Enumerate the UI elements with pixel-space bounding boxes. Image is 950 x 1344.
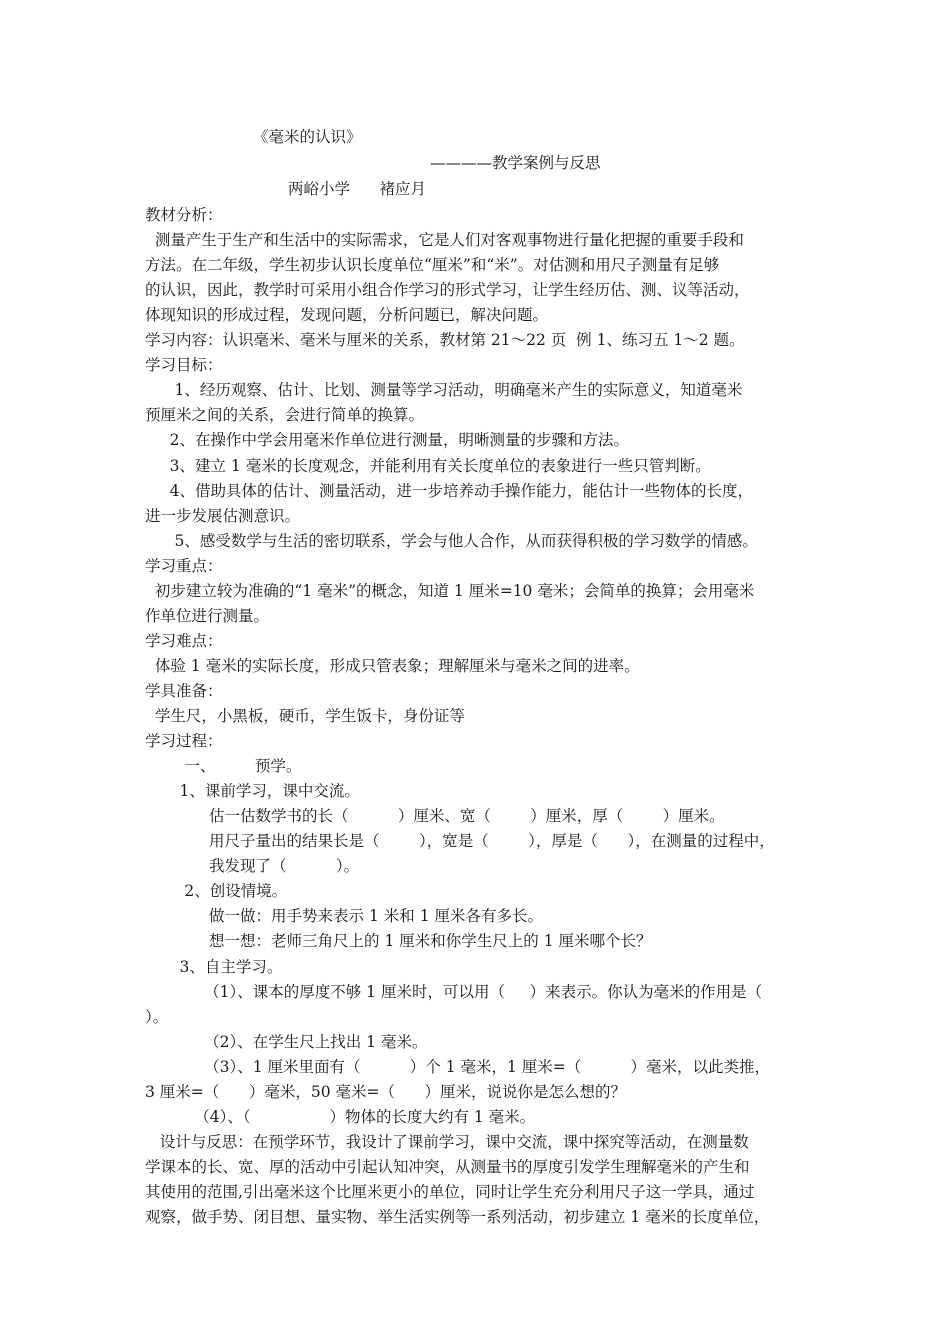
text-line: 学生尺，小黑板，硬币，学生饭卡，身份证等 [145, 707, 465, 725]
text-line: 的认识，因此，教学时可采用小组合作学习的形式学习，让学生经历估、测、议等活动， [145, 281, 750, 300]
text-line: 学习难点： [145, 631, 223, 650]
text-line: 方法。在二年级，学生初步认识长度单位“厘米”和“米”。对估测和用尺子测量有足够 [145, 256, 720, 275]
text-line: （2）、在学生尺上找出 1 毫米。 [145, 1032, 428, 1051]
text-line: 学课本的长、宽、厚的活动中引起认知冲突，从测量书的厚度引发学生理解毫米的产生和 [145, 1157, 750, 1176]
text-line: 学习重点： [145, 556, 223, 575]
text-line: 学习内容：认识毫米、毫米与厘米的关系，教材第 21～22 页 例 1、练习五 1～2 题。 [145, 331, 745, 350]
text-line: 学具准备： [145, 681, 223, 700]
text-line: 2、创设情境。 [145, 882, 288, 901]
text-line: （1）、课本的厚度不够 1 厘米时，可以用（ ）来表示。你认为毫米的作用是（ [145, 982, 763, 1001]
text-line: 我发现了（ ）。 [145, 857, 360, 876]
doc-subtitle: ————教学案例与反思 [430, 154, 601, 172]
text-line: 教材分析： [145, 206, 223, 224]
text-line: 初步建立较为准确的“1 毫米”的概念，知道 1 厘米=10 毫米；会简单的换算；会用毫米 [145, 581, 755, 600]
text-line: 其使用的范围,引出毫米这个比厘米更小的单位，同时让学生充分利用尺子这一学具，通过 [145, 1182, 755, 1201]
text-line: 想一想：老师三角尺上的 1 厘米和你学生尺上的 1 厘米哪个长？ [145, 932, 652, 951]
text-line: 3、建立 1 毫米的长度观念，并能利用有关长度单位的表象进行一些只管判断。 [145, 456, 711, 475]
text-line: 4、借助具体的估计、测量活动，进一步培养动手操作能力，能估计一些物体的长度， [145, 481, 753, 500]
doc-author: 两峪小学 褚应月 [288, 180, 427, 198]
text-line: 3 厘米=（ ）毫米，50 毫米=（ ）厘米，说说你是怎么想的？ [145, 1082, 627, 1101]
text-line: 预厘米之间的关系，会进行简单的换算。 [145, 406, 425, 425]
text-line: （3）、1 厘米里面有（ ）个 1 毫米，1 厘米=（ ）毫米，以此类推， [145, 1057, 771, 1076]
text-line: 2、在操作中学会用毫米作单位进行测量，明晰测量的步骤和方法。 [145, 431, 629, 450]
text-line: 学习目标： [145, 356, 223, 375]
text-line: 3、自主学习。 [145, 957, 283, 976]
doc-title: 《毫米的认识》 [253, 128, 362, 146]
text-line: 体验 1 毫米的实际长度，形成只管表象；理解厘米与毫米之间的进率。 [145, 656, 640, 675]
text-line: 用尺子量出的结果长是（ ），宽是（ ），厚是（ ），在测量的过程中， [145, 832, 775, 851]
text-line: 学习过程： [145, 732, 223, 751]
text-line: 做一做：用手势来表示 1 米和 1 厘米各有多长。 [145, 907, 543, 926]
text-line: 作单位进行测量。 [145, 606, 270, 625]
text-line: 设计与反思：在预学环节，我设计了课前学习，课中交流，课中探究等活动，在测量数 [145, 1132, 749, 1151]
text-line: （4）、（ ）物体的长度大约有 1 毫米。 [145, 1107, 536, 1126]
text-line: 5、感受数学与生活的密切联系，学会与他人合作，从而获得积极的学习数学的情感。 [145, 531, 758, 550]
text-line: 1、课前学习，课中交流。 [145, 782, 360, 801]
text-line: 一、 预学。 [145, 757, 302, 776]
text-line: 测量产生于生产和生活中的实际需求，它是人们对客观事物进行量化把握的重要手段和 [145, 231, 744, 250]
text-line: 1、经历观察、估计、比划、测量等学习活动，明确毫米产生的实际意义，知道毫米 [145, 381, 743, 400]
text-line: 观察，做手势、闭目想、量实物、举生活实例等一系列活动，初步建立 1 毫米的长度单位， [145, 1208, 770, 1226]
text-line: 估一估数学书的长（ ）厘米、宽（ ）厘米，厚（ ）厘米。 [145, 807, 725, 826]
text-line: 进一步发展估测意识。 [145, 506, 301, 525]
text-line: 体现知识的形成过程，发现问题，分析问题已，解决问题。 [145, 306, 549, 325]
text-line: ）。 [145, 1007, 169, 1026]
